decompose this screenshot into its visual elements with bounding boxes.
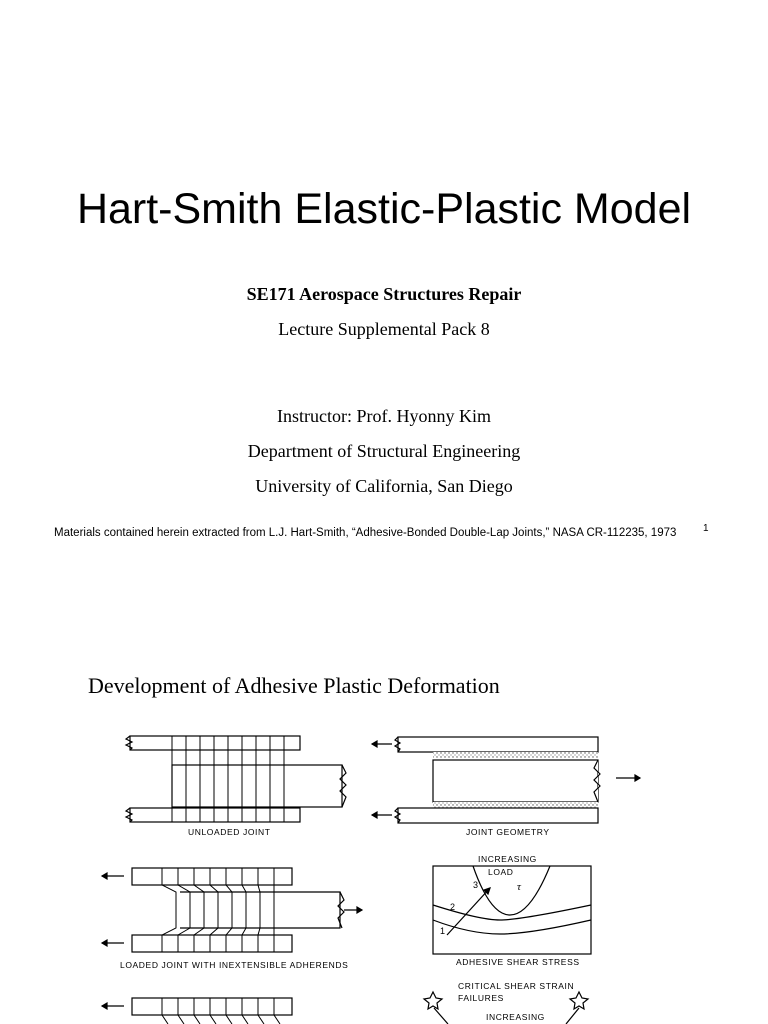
- shear-stress-diagram: [433, 854, 591, 967]
- geometry-caption: JOINT GEOMETRY: [466, 827, 550, 837]
- unloaded-joint-diagram: [126, 736, 346, 837]
- joint-geometry-diagram: [372, 737, 640, 837]
- loaded-caption: LOADED JOINT WITH INEXTENSIBLE ADHERENDS: [120, 960, 349, 970]
- critical-shear-strain-label: CRITICAL SHEAR STRAIN: [458, 981, 575, 991]
- curve-label-1: 1: [440, 926, 446, 936]
- university: University of California, San Diego: [255, 476, 513, 496]
- failures-label: FAILURES: [458, 993, 504, 1003]
- plastic-joint-diagram: [102, 998, 292, 1024]
- curve-label-2: 2: [450, 902, 456, 912]
- department: Department of Structural Engineering: [247, 441, 521, 461]
- tau-label: τ: [517, 881, 521, 893]
- instructor: Instructor: Prof. Hyonny Kim: [277, 406, 491, 426]
- pack-name: Lecture Supplemental Pack 8: [278, 319, 490, 339]
- unloaded-caption: UNLOADED JOINT: [188, 827, 271, 837]
- course-name: SE171 Aerospace Structures Repair: [246, 284, 522, 304]
- slide2-title: Development of Adhesive Plastic Deformation: [88, 673, 500, 698]
- strain-diagram: [424, 981, 588, 1024]
- curve-label-3: 3: [473, 880, 479, 890]
- stress-caption: ADHESIVE SHEAR STRESS: [456, 957, 580, 967]
- page-number: 1: [703, 523, 709, 534]
- increasing-load-2: LOAD: [488, 867, 514, 877]
- source-note: Materials contained herein extracted from L.J. Hart-Smith, “Adhesive-Bonded Double-Lap Joints,” NASA CR-112235, 1973: [54, 527, 677, 539]
- loaded-joint-diagram: [102, 868, 362, 970]
- increasing-load-1: INCREASING: [478, 854, 537, 864]
- slide-title: Hart-Smith Elastic-Plastic Model: [76, 185, 692, 233]
- increasing-label: INCREASING: [486, 1012, 545, 1022]
